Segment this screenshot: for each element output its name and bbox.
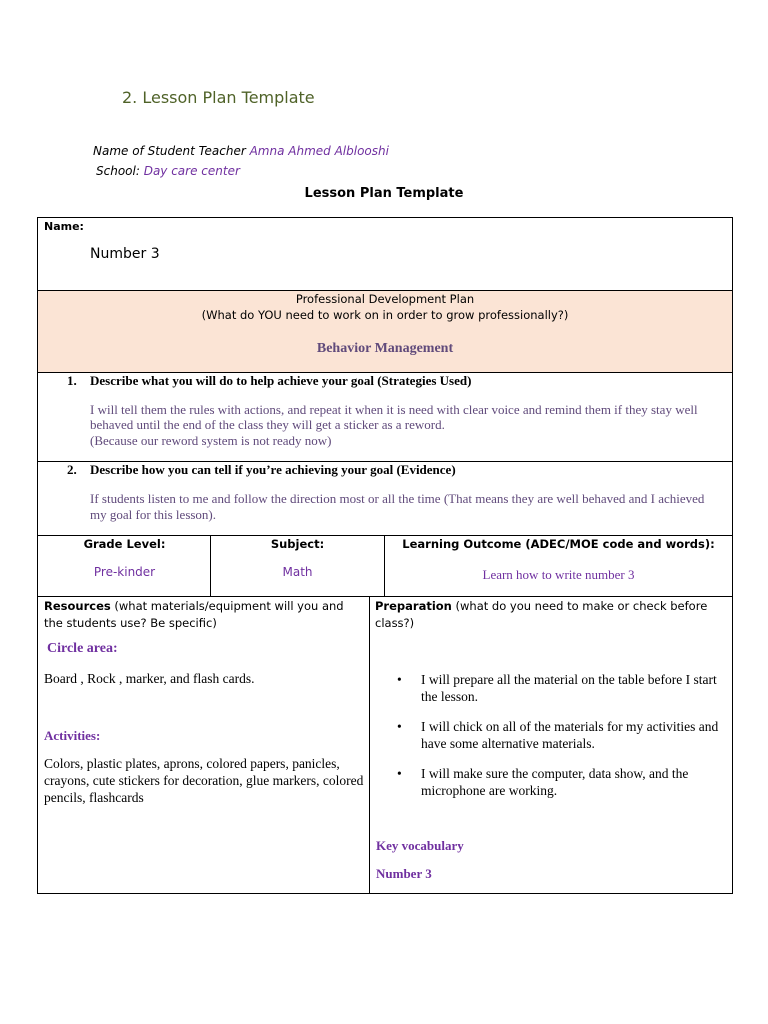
strategies-note: (Because our reword system is not ready now) bbox=[90, 433, 332, 448]
preparation-item-text: I will chick on all of the materials for my activities and have some alternative materials. bbox=[421, 719, 719, 751]
preparation-item-text: I will make sure the computer, data show, and the microphone are working. bbox=[421, 766, 689, 798]
evidence-row bbox=[38, 462, 732, 536]
bullet-icon: • bbox=[397, 766, 402, 781]
name-row bbox=[38, 218, 732, 291]
preparation-label-bold: Preparation bbox=[375, 599, 452, 613]
circle-area-text: Board , Rock , marker, and flash cards. bbox=[44, 671, 255, 686]
key-vocab-value: Number 3 bbox=[376, 866, 432, 881]
preparation-label bbox=[375, 598, 727, 632]
info-row bbox=[38, 536, 732, 597]
name-value: Number 3 bbox=[90, 246, 160, 262]
subject-label: Subject: bbox=[270, 537, 325, 551]
doc-title: Lesson Plan Template bbox=[304, 186, 464, 201]
preparation-cell bbox=[370, 597, 732, 893]
bullet-icon: • bbox=[397, 672, 402, 687]
outcome-cell bbox=[385, 536, 732, 596]
evidence-number: 2. bbox=[67, 462, 77, 477]
pdp-title: Professional Development Plan bbox=[295, 292, 475, 306]
preparation-label-rest: (what do you need to make or check before class?) bbox=[375, 599, 708, 630]
strategies-heading: Describe what you will do to help achieve your goal (Strategies Used) bbox=[90, 373, 472, 388]
evidence-heading: Describe how you can tell if you’re achieving your goal (Evidence) bbox=[90, 462, 456, 477]
pdp-goal: Behavior Management bbox=[316, 341, 454, 356]
preparation-item-text: I will prepare all the material on the table before I start the lesson. bbox=[421, 672, 717, 704]
student-teacher-value: Amna Ahmed Alblooshi bbox=[249, 144, 389, 158]
resources-prep-row bbox=[38, 597, 732, 893]
resources-label bbox=[44, 598, 364, 632]
preparation-item bbox=[370, 671, 728, 705]
preparation-list bbox=[370, 671, 728, 799]
name-label: Name: bbox=[44, 220, 84, 233]
strategies-text: I will tell them the rules with actions, and repeat it when it is need with clear voice and remind them if they stay well behaved until the end of the class they will get a sticker as a reword. bbox=[90, 402, 698, 432]
school-label: School: bbox=[96, 164, 144, 178]
circle-area-heading: Circle area: bbox=[47, 641, 118, 656]
activities-heading: Activities: bbox=[44, 728, 101, 743]
subject-value: Math bbox=[282, 565, 313, 579]
outcome-value: Learn how to write number 3 bbox=[482, 567, 635, 582]
school-line bbox=[96, 164, 240, 178]
student-teacher-label: Name of Student Teacher bbox=[93, 144, 250, 158]
preparation-item bbox=[370, 765, 728, 799]
resources-cell bbox=[38, 597, 370, 893]
bullet-icon: • bbox=[397, 719, 402, 734]
grade-cell bbox=[38, 536, 211, 596]
preparation-item bbox=[370, 718, 728, 752]
outcome-label: Learning Outcome (ADEC/MOE code and words): bbox=[402, 537, 715, 551]
activities-text: Colors, plastic plates, aprons, colored papers, panicles, crayons, cute stickers for decoration, glue markers, colored pencils, flashcards bbox=[44, 756, 364, 805]
grade-value: Pre-kinder bbox=[93, 565, 156, 579]
evidence-text: If students listen to me and follow the direction most or all the time (That means they are well behaved and I achieved my goal for this lesson). bbox=[90, 491, 705, 522]
strategies-row bbox=[38, 373, 732, 462]
section-heading: 2. Lesson Plan Template bbox=[122, 88, 315, 107]
pdp-question: (What do YOU need to work on in order to grow professionally?) bbox=[201, 308, 569, 322]
resources-label-bold: Resources bbox=[44, 599, 111, 613]
student-teacher-line bbox=[93, 144, 389, 158]
lesson-plan-table bbox=[37, 217, 733, 894]
resources-label-rest: (what materials/equipment will you and the students use? Be specific) bbox=[44, 599, 344, 630]
school-value: Day care center bbox=[143, 164, 240, 178]
subject-cell bbox=[211, 536, 385, 596]
key-vocab-heading: Key vocabulary bbox=[376, 838, 464, 853]
pdp-row bbox=[38, 291, 732, 373]
grade-label: Grade Level: bbox=[83, 537, 166, 551]
strategies-number: 1. bbox=[67, 373, 77, 388]
